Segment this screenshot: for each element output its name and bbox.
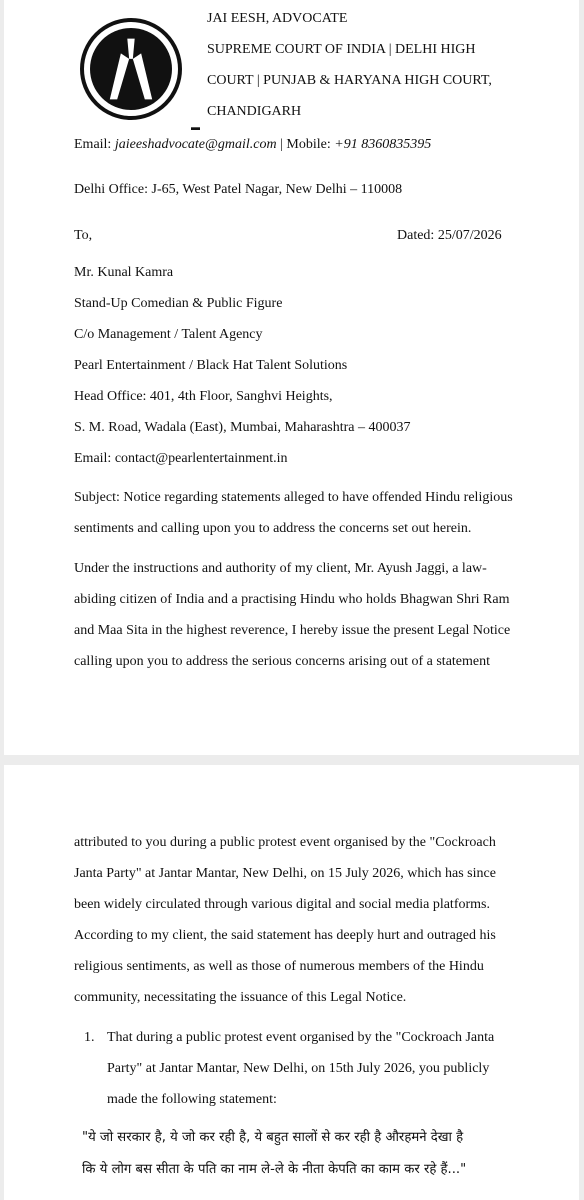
advocate-logo (80, 18, 182, 120)
quote-line: "ये जो सरकार है, ये जो कर रही है, ये बहुत सालों से कर रही है औरहमने देखा है (82, 1130, 464, 1145)
mobile-label: | Mobile: (280, 137, 331, 152)
office-address: Delhi Office: J-65, West Patel Nagar, New Delhi – 110008 (74, 182, 403, 197)
item-line: Party" at Jantar Mantar, New Delhi, on 15th July 2026, you publicly (107, 1061, 490, 1076)
contact-line (74, 137, 431, 153)
subject-line: sentiments and calling upon you to address the concerns set out herein. (74, 521, 472, 536)
recipient-line: Head Office: 401, 4th Floor, Sanghvi Heights, (74, 389, 333, 404)
para-line: Janta Party" at Jantar Mantar, New Delhi, on 15 July 2026, which has since (74, 866, 496, 881)
recipient-line: Stand-Up Comedian & Public Figure (74, 296, 283, 311)
recipient-line: C/o Management / Talent Agency (74, 327, 263, 342)
subject-line: Subject: Notice regarding statements alleged to have offended Hindu religious (74, 490, 513, 505)
date: Dated: 25/07/2026 (397, 228, 502, 243)
recipient-email: Email: contact@pearlentertainment.in (74, 451, 288, 466)
recipient-line: Pearl Entertainment / Black Hat Talent Solutions (74, 358, 348, 373)
intro-line: abiding citizen of India and a practising Hindu who holds Bhagwan Shri Ram (74, 592, 510, 607)
courts-line-1: SUPREME COURT OF INDIA | DELHI HIGH (207, 42, 476, 57)
to-label: To, (74, 228, 93, 243)
para-line: attributed to you during a public protest event organised by the "Cockroach (74, 835, 496, 850)
mobile-number[interactable]: +91 8360835395 (334, 137, 432, 152)
para-line: According to my client, the said statement has deeply hurt and outraged his (74, 928, 496, 943)
page-2 (4, 765, 579, 1200)
page-1 (4, 0, 579, 755)
city: CHANDIGARH (207, 104, 302, 119)
intro-line: Under the instructions and authority of my client, Mr. Ayush Jaggi, a law- (74, 561, 487, 576)
recipient-line: S. M. Road, Wadala (East), Mumbai, Maharashtra – 400037 (74, 420, 411, 435)
recipient-line: Mr. Kunal Kamra (74, 265, 174, 280)
intro-line: calling upon you to address the serious concerns arising out of a statement (74, 654, 491, 669)
advocate-name: JAI EESH, ADVOCATE (207, 11, 348, 26)
item-line: That during a public protest event organised by the "Cockroach Janta (107, 1030, 495, 1045)
email-label: Email: (74, 137, 112, 152)
car-icon: ▬ (191, 122, 200, 132)
item-number: 1. (84, 1030, 95, 1045)
quote-line: कि ये लोग बस सीता के पति का नाम ले-ले के नीता केपति का काम कर रहे हैं..." (82, 1162, 467, 1177)
courts-line-2: COURT | PUNJAB & HARYANA HIGH COURT, (207, 73, 492, 88)
advocate-band-icon (84, 22, 178, 116)
intro-line: and Maa Sita in the highest reverence, I hereby issue the present Legal Notice (74, 623, 511, 638)
email-link[interactable]: jaieeshadvocate@gmail.com (114, 137, 277, 152)
para-line: community, necessitating the issuance of this Legal Notice. (74, 990, 407, 1005)
para-line: religious sentiments, as well as those of numerous members of the Hindu (74, 959, 484, 974)
item-line: made the following statement: (107, 1092, 277, 1107)
para-line: been widely circulated through various digital and social media platforms. (74, 897, 490, 912)
